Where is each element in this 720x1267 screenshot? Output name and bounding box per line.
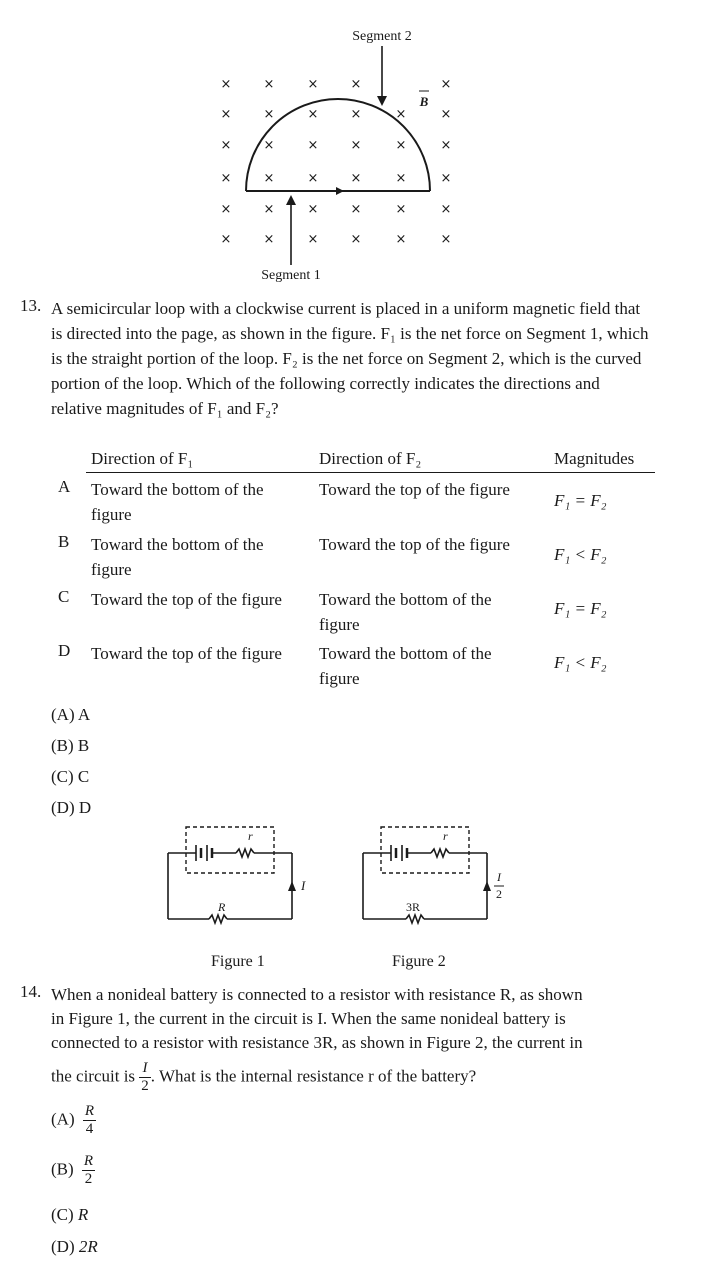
question-14-line-4 (51, 1060, 476, 1095)
field-cross-icon: × (350, 202, 362, 217)
field-cross-icon: × (395, 171, 407, 186)
field-cross-icon: × (395, 202, 407, 217)
field-cross-icon: × (263, 232, 275, 247)
question-14-line-2: in Figure 1, the current in the circuit is I. When the same nonideal battery is (51, 1009, 566, 1028)
field-label: B (419, 94, 429, 109)
field-cross-icon: × (263, 77, 275, 92)
table-rule (86, 472, 655, 473)
field-cross-icon: × (307, 232, 319, 247)
field-cross-icon: × (307, 138, 319, 153)
q14-choice-d[interactable]: (D) 2R (51, 1237, 98, 1256)
field-cross-icon: × (220, 77, 232, 92)
choice-a[interactable]: (A) A (51, 705, 91, 724)
table-cell-dir1: Toward the top of the figure (91, 590, 282, 609)
magnetic-field-figure (0, 0, 720, 290)
field-cross-icon: × (440, 232, 452, 247)
table-row-letter: C (58, 587, 70, 606)
table-cell-dir2: Toward the top of the figure (319, 480, 510, 499)
table-row-letter: D (58, 641, 71, 660)
circuit-figures (0, 815, 720, 975)
choice-d[interactable]: (D) D (51, 798, 92, 817)
figure-2-circuit (363, 827, 491, 923)
segment-1-label: Segment 1 (261, 268, 321, 283)
choice-b[interactable]: (B) B (51, 736, 90, 755)
field-cross-icon: × (440, 107, 452, 122)
field-cross-icon: × (220, 171, 232, 186)
fig2-current-denominator: 2 (496, 887, 502, 901)
fig1-load-label: R (218, 900, 226, 914)
field-cross-icon: × (440, 138, 452, 153)
table-cell-magnitude: F₁ = F₂ (554, 491, 607, 510)
segment-2-label: Segment 2 (352, 29, 412, 44)
table-cell-magnitude: F₁ = F₂ (554, 599, 607, 618)
table-cell-magnitude: F₁ < F₂ (554, 653, 607, 672)
field-cross-icon: × (350, 232, 362, 247)
question-13-number: 13. (20, 296, 42, 315)
field-cross-icon: × (220, 138, 232, 153)
table-cell-dir1: Toward the bottom of the figure (91, 535, 264, 579)
q14-choice-b[interactable]: (B) $\frac{R}{2}$ (51, 1153, 94, 1187)
field-cross-icon: × (395, 107, 407, 122)
field-cross-icon: × (350, 107, 362, 122)
field-cross-icon: × (220, 232, 232, 247)
figure-1-caption: Figure 1 (211, 953, 265, 970)
table-row-letter: B (58, 532, 70, 551)
fig2-internal-label: r (443, 829, 448, 843)
q14-inline-fraction: $\frac{I}{2}$ (141, 1060, 149, 1094)
fig2-current-numerator: I (497, 870, 501, 884)
field-cross-icon: × (395, 138, 407, 153)
field-cross-icon: × (263, 138, 275, 153)
question-14-line-1: When a nonideal battery is connected to a resistor with resistance R, as shown (51, 985, 583, 1004)
field-cross-icon: × (350, 77, 362, 92)
current-direction-arrow (336, 187, 344, 195)
table-cell-dir2: Toward the bottom of the figure (319, 590, 492, 634)
field-cross-icon: × (440, 77, 452, 92)
field-cross-icon: × (350, 138, 362, 153)
field-cross-icon: × (220, 107, 232, 122)
choice-c[interactable]: (C) C (51, 767, 90, 786)
question-14-line-3: connected to a resistor with resistance 3R, as shown in Figure 2, the current in (51, 1033, 583, 1052)
field-cross-icon: × (307, 171, 319, 186)
field-cross-icon: × (307, 107, 319, 122)
question-13-text: A semicircular loop with a clockwise current is placed in a uniform magnetic field that is directed into the page, as shown in the figure. F₁ is the net force on Segment 1, which is the straight portion of the loop. F₂ is the net force on Segment 2, which is the curved portion of the loop. Which of the following correctly indicates the directions and relative magnitudes of F₁ and F₂? (51, 299, 649, 418)
field-cross-icon: × (440, 202, 452, 217)
table-header-f2: Direction of F₂ (319, 449, 422, 468)
field-cross-icon: × (220, 202, 232, 217)
figure-2-caption: Figure 2 (392, 953, 446, 970)
field-into-page-markers (221, 77, 452, 247)
table-cell-dir1: Toward the bottom of the figure (91, 480, 264, 524)
fig1-current-label: I (301, 878, 306, 893)
field-cross-icon: × (440, 171, 452, 186)
q14-line4-pre: the circuit is (51, 1066, 136, 1086)
field-cross-icon: × (395, 232, 407, 247)
field-cross-icon: × (263, 107, 275, 122)
table-cell-dir2: Toward the top of the figure (319, 535, 510, 554)
fig1-internal-label: r (248, 829, 253, 843)
figure-1-circuit (168, 827, 296, 923)
table-row-letter: A (58, 477, 71, 496)
q14-choice-c[interactable]: (C) R (51, 1205, 89, 1224)
field-cross-icon: × (263, 171, 275, 186)
table-cell-dir2: Toward the bottom of the figure (319, 644, 492, 688)
table-header-magnitudes: Magnitudes (554, 449, 635, 468)
battery-box (381, 827, 469, 873)
field-cross-icon: × (263, 202, 275, 217)
field-cross-icon: × (307, 202, 319, 217)
field-cross-icon: × (350, 171, 362, 186)
fig2-load-label: 3R (406, 900, 421, 914)
battery-box (186, 827, 274, 873)
question-14-number: 14. (20, 982, 42, 1001)
table-cell-magnitude: F₁ < F₂ (554, 545, 607, 564)
q14-line4-post: . What is the internal resistance r of the battery? (150, 1066, 477, 1086)
field-cross-icon: × (307, 77, 319, 92)
q14-choice-a[interactable]: (A) $\frac{R}{4}$ (51, 1103, 95, 1137)
table-header-f1: Direction of F₁ (91, 449, 194, 468)
table-cell-dir1: Toward the top of the figure (91, 644, 282, 663)
